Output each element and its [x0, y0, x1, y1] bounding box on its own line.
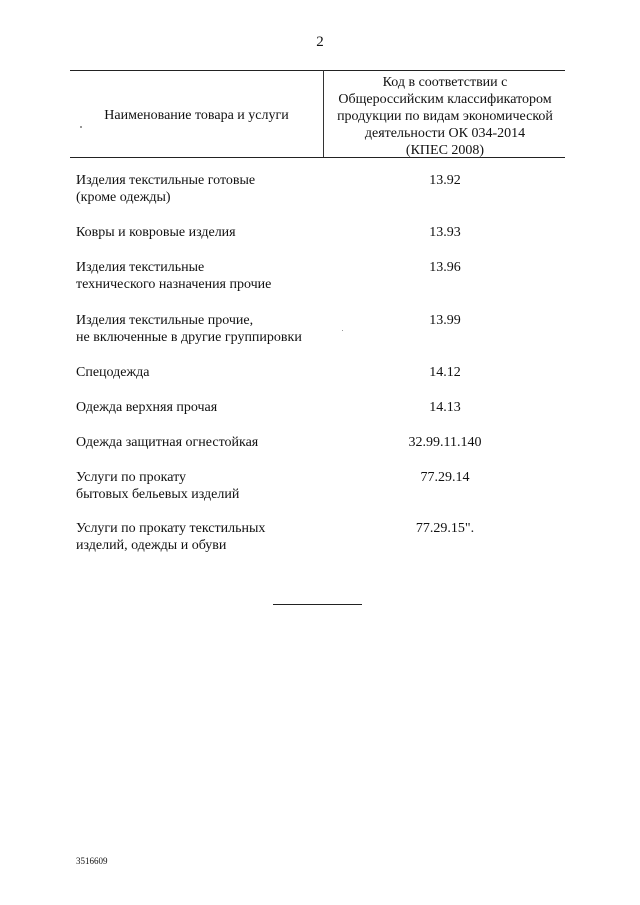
product-name-line: Изделия текстильные	[76, 260, 205, 275]
product-name-line: Ковры и ковровые изделия	[76, 225, 236, 240]
header-code-line: продукции по видам экономической	[337, 109, 553, 124]
product-name-line: технического назначения прочие	[76, 277, 272, 292]
product-name-line: Одежда верхняя прочая	[76, 400, 218, 415]
product-name	[76, 312, 326, 346]
end-of-text-rule	[273, 604, 362, 605]
product-code: 13.99	[429, 313, 461, 328]
header-code-line: Общероссийским классификатором	[338, 92, 552, 107]
product-code: 13.92	[429, 173, 461, 188]
product-code: 13.93	[429, 225, 461, 240]
product-name-line: изделий, одежды и обуви	[76, 538, 227, 553]
table-top-rule	[70, 70, 565, 71]
product-name-line: (кроме одежды)	[76, 190, 171, 205]
product-name	[76, 399, 326, 416]
product-name-line: Изделия текстильные готовые	[76, 173, 256, 188]
scan-speck	[80, 126, 82, 128]
product-code: 14.13	[429, 400, 461, 415]
product-name-line: Спецодежда	[76, 365, 150, 380]
header-code-line: (КПЕС 2008)	[405, 143, 485, 158]
product-name	[76, 224, 326, 241]
product-name-line: Изделия текстильные прочие,	[76, 313, 254, 328]
product-code: 13.96	[429, 260, 461, 275]
product-name-line: бытовых бельевых изделий	[76, 487, 240, 502]
product-name-line: Услуги по прокату	[76, 470, 187, 485]
page-number: 2	[316, 34, 324, 50]
document-id: 3516609	[76, 856, 108, 866]
product-code: 32.99.11.140	[408, 435, 482, 450]
product-name	[76, 364, 326, 381]
product-name	[76, 259, 326, 293]
product-code: 14.12	[429, 365, 461, 380]
product-name	[76, 172, 326, 206]
product-name-line: не включенные в другие группировки	[76, 330, 302, 345]
header-code-column	[325, 74, 565, 159]
header-column-divider	[323, 70, 324, 157]
product-name-line: Одежда защитная огнестойкая	[76, 435, 259, 450]
table-header-rule	[70, 157, 565, 158]
scan-speck	[342, 330, 343, 331]
product-name	[76, 469, 326, 503]
product-name	[76, 434, 326, 451]
product-name	[76, 520, 326, 554]
product-name-line: Услуги по прокату текстильных	[76, 521, 266, 536]
product-code: 77.29.14	[420, 470, 470, 485]
header-code-line: Код в соответствии с	[382, 75, 508, 90]
product-code: 77.29.15".	[415, 521, 475, 536]
header-code-line: деятельности ОК 034-2014	[364, 126, 526, 141]
header-name-column: Наименование товара и услуги	[104, 108, 289, 123]
